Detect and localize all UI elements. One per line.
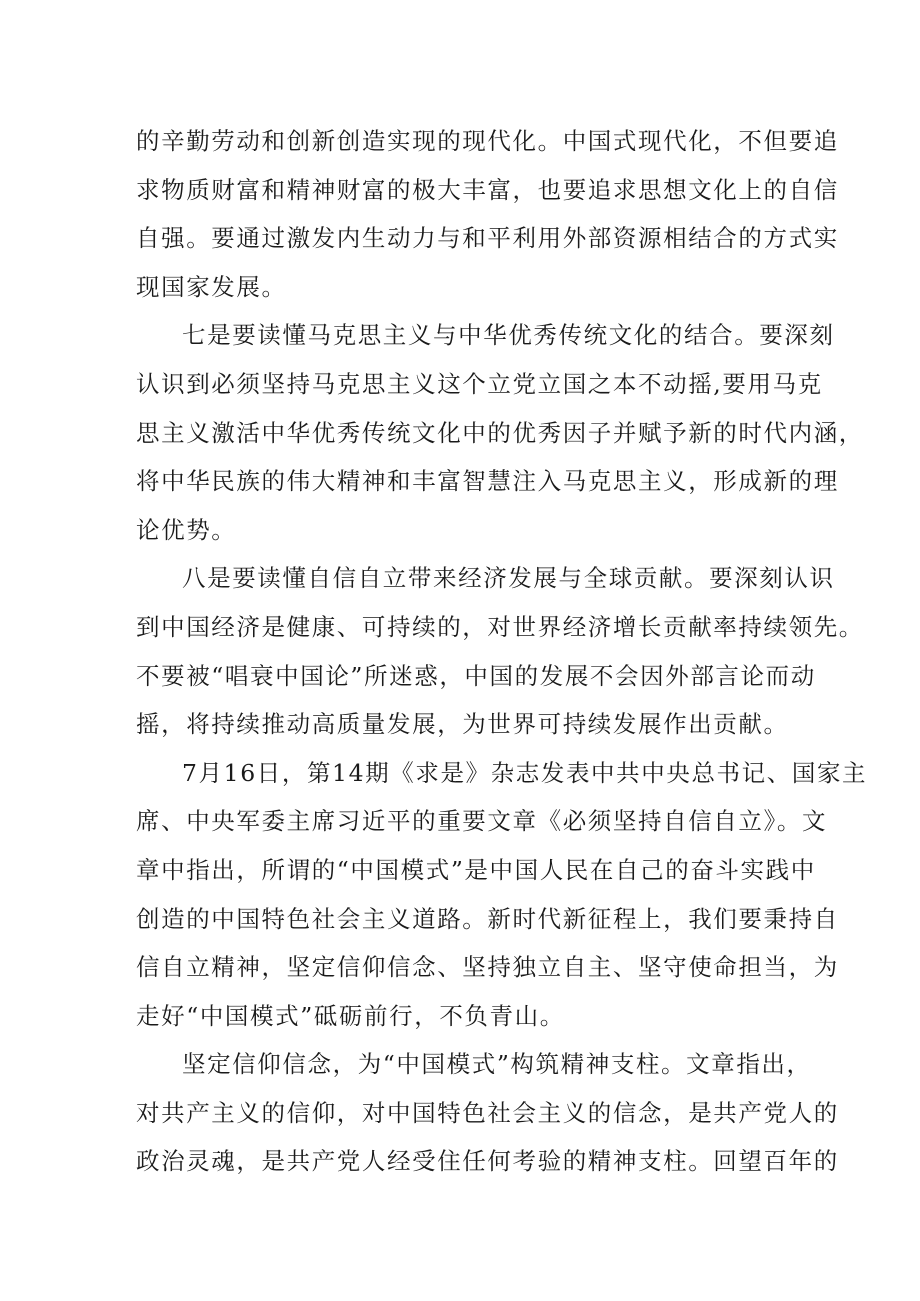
text-line: 对共产主义的信仰，对中国特色社会主义的信念，是共产党人的 <box>136 1098 839 1127</box>
text-line: 将中华民族的伟大精神和丰富智慧注入马克思主义，形成新的理 <box>136 467 839 496</box>
text-line: 的辛勤劳动和创新创造实现的现代化。中国式现代化，不但要追 <box>136 127 839 155</box>
text-line: 摇，将持续推动高质量发展，为世界可持续发展作出贡献。 <box>136 710 789 739</box>
paragraph-first-line: 7月16日，第14期《求是》杂志发表中共中央总书记、国家主 <box>182 758 868 787</box>
document-body <box>136 117 868 1186</box>
text-line: 章中指出，所谓的“中国模式”是中国人民在自己的奋斗实践中 <box>136 855 816 884</box>
paragraph-first-line: 七是要读懂马克思主义与中华优秀传统文化的结合。要深刻 <box>182 321 835 350</box>
text-line: 求物质财富和精神财富的极大丰富，也要追求思想文化上的自信 <box>136 175 839 204</box>
text-line: 走好“中国模式”砥砺前行，不负青山。 <box>136 1001 565 1030</box>
text-line: 认识到必须坚持马克思主义这个立党立国之本不动摇,要用马克 <box>136 369 823 398</box>
paragraph-first-line: 八是要读懂自信自立带来经济发展与全球贡献。要深刻认识 <box>182 564 835 593</box>
text-line: 创造的中国特色社会主义道路。新时代新征程上，我们要秉持自 <box>136 904 839 933</box>
paragraph-first-line: 坚定信仰信念，为“中国模式”构筑精神支柱。文章指出， <box>182 1050 812 1079</box>
text-line: 席、中央军委主席习近平的重要文章《必须坚持自信自立》。文 <box>136 807 828 836</box>
text-line: 不要被“唱衰中国论”所迷惑，中国的发展不会因外部言论而动 <box>136 661 816 690</box>
text-line: 政治灵魂，是共产党人经受住任何考验的精神支柱。回望百年的 <box>136 1147 839 1176</box>
text-line: 思主义激活中华优秀传统文化中的优秀因子并赋予新的时代内涵， <box>136 418 864 447</box>
text-line: 自强。要通过激发内生动力与和平利用外部资源相结合的方式实 <box>136 224 839 253</box>
text-line: 论优势。 <box>136 515 237 544</box>
text-line: 信自立精神，坚定信仰信念、坚持独立自主、坚守使命担当，为 <box>136 953 839 982</box>
text-line: 现国家发展。 <box>136 272 287 301</box>
text-line: 到中国经济是健康、可持续的，对世界经济增长贡献率持续领先。 <box>136 612 864 641</box>
